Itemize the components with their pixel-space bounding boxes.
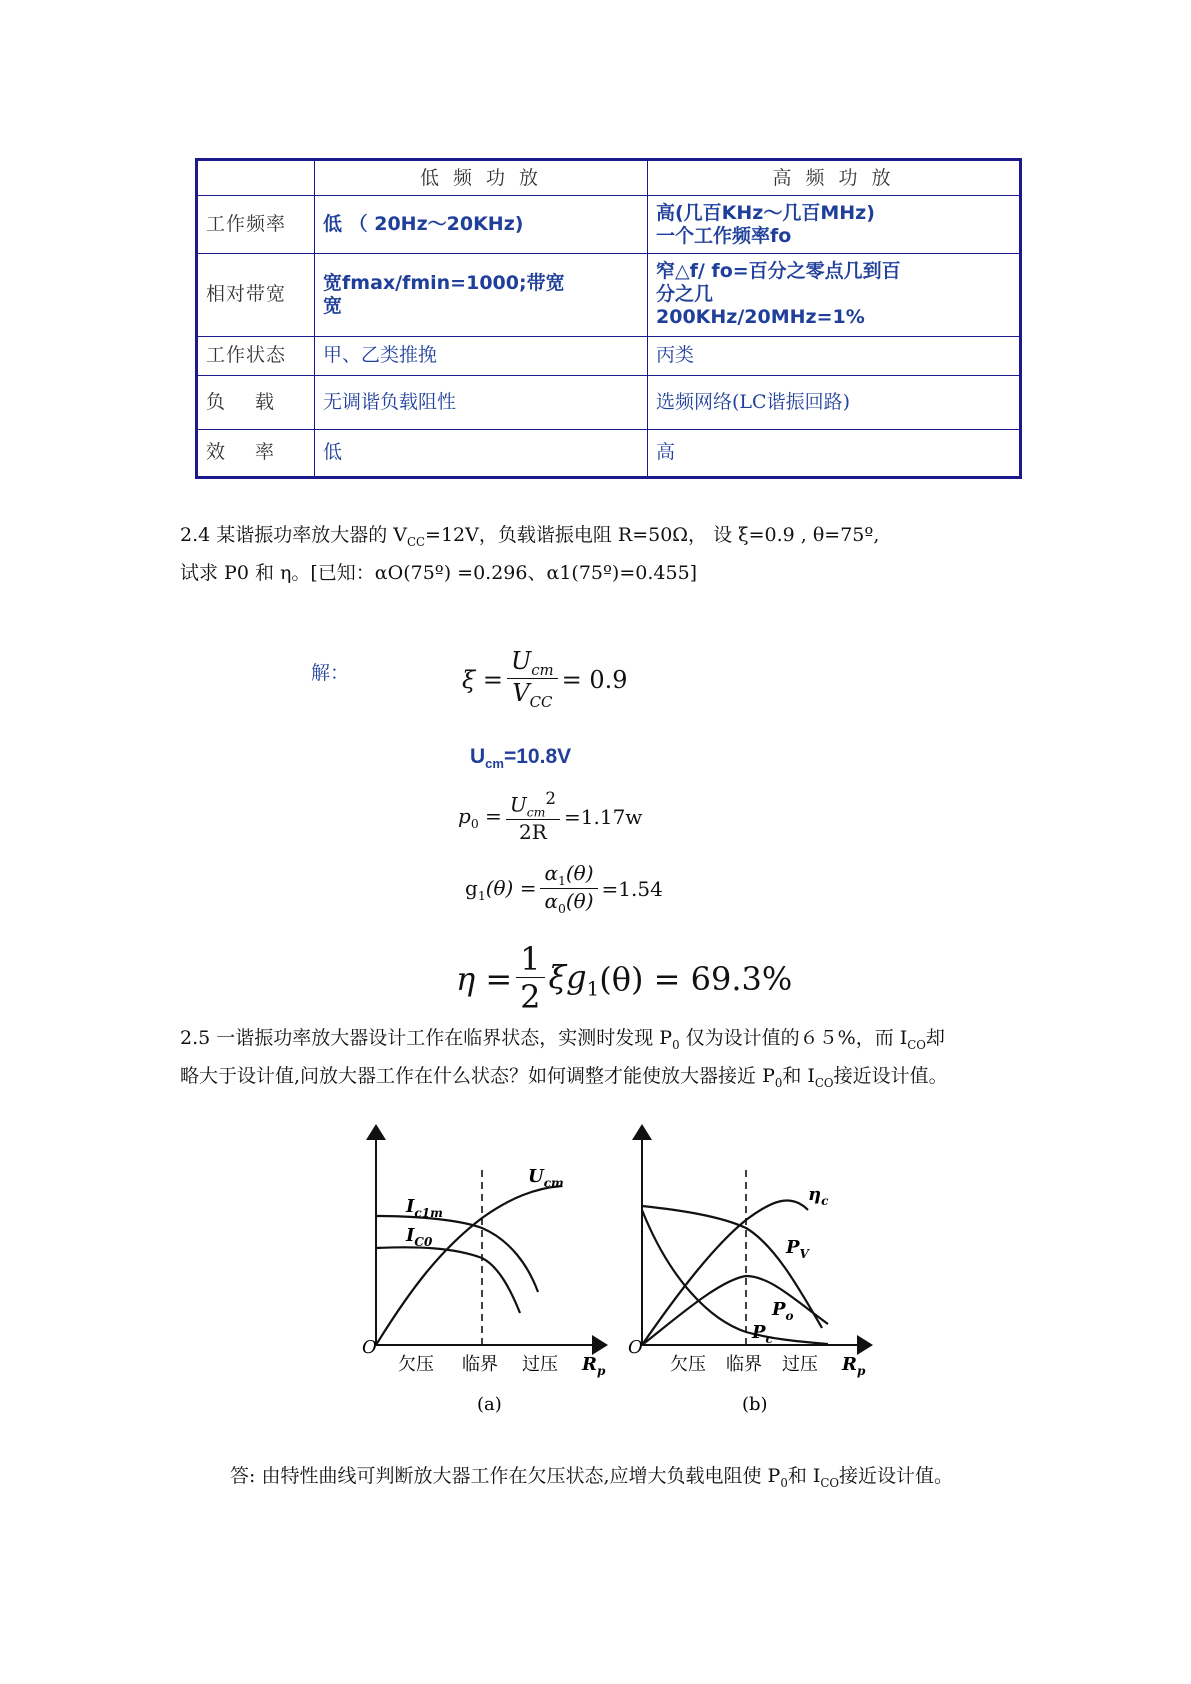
label-eta-c xyxy=(808,1184,829,1208)
sym: R xyxy=(582,1354,597,1375)
eq-rhs: = 0.9 xyxy=(561,665,628,694)
label-pc xyxy=(751,1322,774,1346)
sym: P xyxy=(786,1237,800,1258)
sym: g xyxy=(465,875,478,900)
problem-2-5-line1 xyxy=(180,1023,1040,1061)
problem-2-4-line1 xyxy=(180,520,1080,558)
problem-2-5-line2 xyxy=(180,1061,1040,1099)
denominator: 2 xyxy=(520,978,541,1017)
sub: CC xyxy=(529,692,553,711)
caption-a: (a) xyxy=(477,1394,502,1415)
numerator xyxy=(506,790,560,820)
row-label: 负 载 xyxy=(197,375,315,429)
sub: cm xyxy=(543,1176,564,1190)
sub: 0 xyxy=(470,815,479,831)
sub: cm xyxy=(531,660,554,679)
sym: U xyxy=(470,745,486,768)
text: 和 I xyxy=(787,1465,821,1487)
equation-eta xyxy=(456,942,792,1017)
cell-text: 低 xyxy=(323,441,343,464)
label-rp xyxy=(581,1354,606,1378)
origin-label: O xyxy=(628,1337,643,1358)
label-pv xyxy=(785,1237,811,1261)
sym: R xyxy=(842,1354,857,1375)
sup: 2 xyxy=(545,789,556,808)
curve-ic0 xyxy=(376,1247,520,1313)
row-label: 工作频率 xyxy=(197,196,315,254)
sym: η xyxy=(808,1184,822,1205)
text: 却 xyxy=(925,1027,945,1049)
text: 2.5 一谐振功率放大器设计工作在临界状态，实测时发现 P xyxy=(180,1027,673,1049)
numerator xyxy=(507,648,558,679)
eq-lhs: η = xyxy=(456,960,513,999)
label-overdriven: 过压 xyxy=(522,1354,558,1375)
eq-rhs: =1.54 xyxy=(601,877,663,902)
header-high-freq: 高 频 功 放 xyxy=(648,160,1021,196)
problem-2-4-line2: 试求 P0 和 η。[已知：αO(75º) =0.296、α1(75º)=0.455] xyxy=(180,561,698,584)
equation-p0 xyxy=(458,790,642,844)
sym: α xyxy=(544,888,558,913)
ucm-result xyxy=(470,745,571,771)
subscript: 0 xyxy=(780,1475,788,1490)
sub: 1 xyxy=(477,887,486,903)
arg: (θ) xyxy=(565,888,594,913)
label-overdriven: 过压 xyxy=(782,1354,818,1375)
eq-mid xyxy=(549,958,600,1000)
equation-g1 xyxy=(465,862,663,917)
denominator: 2R xyxy=(519,820,547,845)
cell-text: 一个工作频率fo xyxy=(656,224,792,247)
sym: V xyxy=(512,679,530,708)
figure-b xyxy=(628,1132,866,1415)
sub: cm xyxy=(526,804,546,820)
subscript: CO xyxy=(814,1075,834,1090)
table-header-row xyxy=(197,160,1021,196)
cell-text: 甲、乙类推挽 xyxy=(323,344,438,367)
denominator xyxy=(540,889,597,917)
label-rp xyxy=(841,1354,866,1378)
table-row xyxy=(197,254,1021,336)
header-cell-empty xyxy=(197,160,315,196)
subscript: CO xyxy=(820,1475,840,1490)
problem-2-5 xyxy=(180,1023,1040,1099)
problem-2-4 xyxy=(180,520,1080,589)
sub: p xyxy=(856,1364,866,1378)
sym: U xyxy=(528,1166,544,1187)
figure-a xyxy=(362,1132,606,1415)
sub: V xyxy=(799,1247,809,1261)
sym: p xyxy=(458,803,471,828)
comparison-table xyxy=(195,158,1022,479)
sub: 0 xyxy=(557,900,566,916)
subscript: CC xyxy=(407,534,426,549)
curve-ic1m xyxy=(376,1216,538,1292)
table-row xyxy=(197,336,1021,375)
fraction xyxy=(516,942,544,1017)
table-row xyxy=(197,375,1021,429)
eq-lhs xyxy=(465,876,536,903)
sym: P xyxy=(752,1322,766,1343)
subscript: CO xyxy=(907,1037,926,1052)
header-low-freq: 低 频 功 放 xyxy=(315,160,648,196)
sym: U xyxy=(509,792,527,817)
row-label: 工作状态 xyxy=(197,336,315,375)
label-ic1m xyxy=(405,1196,443,1220)
cell-text: 分之几 xyxy=(656,283,714,306)
sub: c xyxy=(765,1332,773,1346)
label-ucm xyxy=(528,1166,564,1190)
sym: I xyxy=(406,1225,415,1246)
table-row xyxy=(197,429,1021,477)
text: 接近设计值。 xyxy=(833,1064,948,1087)
cell-text: 宽 xyxy=(323,294,343,317)
cell-text: 窄△f/ fo=百分之零点几到百 xyxy=(656,260,901,283)
text: 答: 由特性曲线可判断放大器工作在欠压状态,应增大负载电阻使 P xyxy=(230,1465,781,1487)
fraction xyxy=(507,648,558,712)
label-critical: 临界 xyxy=(462,1354,498,1375)
cell-text: 低 （ 20Hz～20KHz) xyxy=(323,213,524,236)
sub: o xyxy=(785,1309,794,1323)
label-underdriven: 欠压 xyxy=(670,1354,706,1375)
label-underdriven: 欠压 xyxy=(398,1354,434,1375)
value: =10.8V xyxy=(503,745,572,768)
fraction xyxy=(506,790,560,844)
text: 2.4 某谐振功率放大器的 V xyxy=(180,524,408,546)
solution-label: 解： xyxy=(311,662,350,684)
eq-rhs: (θ) = 69.3% xyxy=(599,960,793,999)
curve-pv xyxy=(642,1206,822,1328)
subscript: 0 xyxy=(774,1075,783,1090)
text: 仅为设计值的６５%，而 I xyxy=(679,1027,908,1049)
origin-label: O xyxy=(362,1337,377,1358)
sub: p xyxy=(596,1364,606,1378)
text: 接近设计值。 xyxy=(839,1465,954,1487)
characteristic-curves-figure xyxy=(350,1120,890,1420)
sub: C0 xyxy=(414,1235,433,1249)
table-row xyxy=(197,196,1021,254)
subscript: 0 xyxy=(672,1037,680,1052)
numerator: 1 xyxy=(516,942,544,978)
curve-ucm xyxy=(376,1186,562,1345)
caption-b: (b) xyxy=(742,1394,768,1415)
row-label: 相对带宽 xyxy=(197,254,315,336)
denominator xyxy=(508,679,556,712)
sym: U xyxy=(510,647,532,675)
sub: c1m xyxy=(414,1206,443,1220)
sym: α xyxy=(544,861,558,885)
answer xyxy=(230,1461,1090,1499)
text: 略大于设计值,问放大器工作在什么状态？如何调整才能使放大器接近 P xyxy=(180,1064,775,1087)
label-po xyxy=(771,1299,794,1323)
cell-text: 高(几百KHz～几百MHz) xyxy=(656,201,875,224)
label-ic0 xyxy=(405,1225,433,1249)
eq-lhs: ξ = xyxy=(462,665,503,694)
cell-text: 高 xyxy=(656,441,676,464)
sub: cm xyxy=(485,756,504,772)
sym: ξg xyxy=(548,958,587,997)
sub: 1 xyxy=(586,977,600,1001)
cell-text: 200KHz/20MHz=1% xyxy=(656,306,865,329)
sym: P xyxy=(772,1299,786,1320)
row-label: 效 率 xyxy=(197,429,315,477)
label-critical: 临界 xyxy=(726,1354,762,1375)
text: =12V，负载谐振电阻 R=50Ω， 设 ξ=0.9 , θ=75º, xyxy=(425,524,880,546)
sub: c xyxy=(821,1194,829,1208)
cell-text: 宽fmax/fmin=1000;带宽 xyxy=(323,271,565,294)
sym: I xyxy=(406,1196,415,1217)
text: 和 I xyxy=(782,1064,815,1087)
cell-text: 丙类 xyxy=(656,344,695,367)
curve-po xyxy=(642,1276,828,1345)
eq-rhs: =1.17w xyxy=(564,805,643,830)
numerator xyxy=(540,862,597,889)
arg: (θ) = xyxy=(485,875,537,900)
arg: (θ) xyxy=(565,861,594,885)
sub: 1 xyxy=(557,873,566,888)
equation-xi xyxy=(462,648,628,712)
cell-text: 选频网络(LC谐振回路) xyxy=(656,390,850,413)
fraction xyxy=(540,862,597,917)
eq-lhs: $p_0$ = xyxy=(458,803,502,831)
cell-text: 无调谐负载阻性 xyxy=(323,390,457,413)
